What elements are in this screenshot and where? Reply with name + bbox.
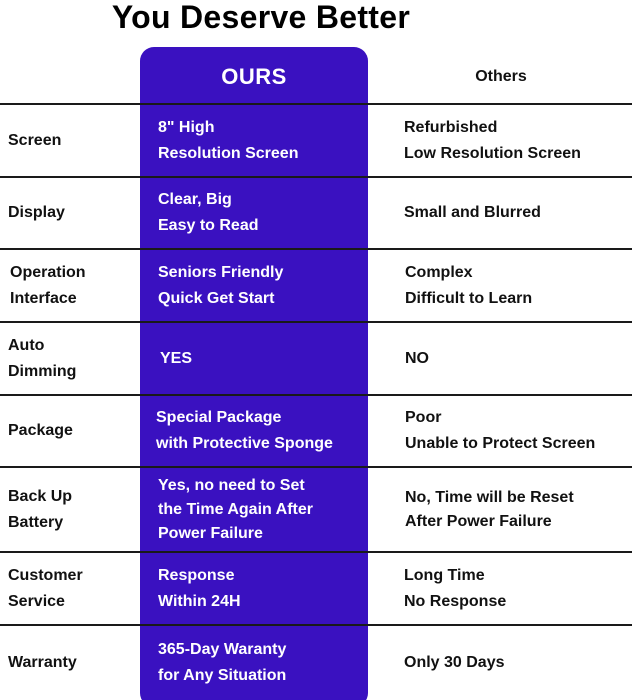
- row-label-line: Customer: [8, 566, 83, 584]
- table-row-warranty: [0, 626, 632, 700]
- others-cell-line: Complex: [405, 263, 473, 281]
- others-column-header: Others: [475, 68, 527, 85]
- ours-cell-line: Resolution Screen: [158, 144, 299, 162]
- others-cell: [405, 323, 632, 394]
- ours-cell-line: Within 24H: [158, 592, 241, 610]
- others-cell: [404, 553, 632, 624]
- others-cell: [404, 178, 632, 248]
- others-cell: [405, 250, 632, 321]
- table-row-backup-battery: [0, 468, 632, 551]
- row-label-line: Warranty: [8, 654, 77, 671]
- others-cell-line: NO: [405, 349, 429, 367]
- row-label: [8, 468, 138, 551]
- row-label: [8, 626, 138, 700]
- ours-cell-line: Seniors Friendly: [158, 263, 284, 281]
- row-label-line: Display: [8, 204, 65, 221]
- others-cell-line: Only 30 Days: [404, 654, 505, 671]
- others-cell-line: Unable to Protect Screen: [405, 435, 596, 452]
- ours-cell-line: Yes, no need to Set: [158, 476, 305, 494]
- others-cell-line: No, Time will be Reset: [405, 488, 574, 506]
- table-row-customer-service: [0, 553, 632, 624]
- ours-cell-line: Clear, Big: [158, 191, 232, 208]
- others-cell: [405, 468, 632, 551]
- row-label-line: Interface: [10, 289, 77, 307]
- others-cell-line: No Response: [404, 592, 507, 610]
- others-cell: [404, 105, 632, 176]
- ours-cell: [158, 468, 364, 551]
- ours-cell: [158, 626, 364, 700]
- row-label-line: Service: [8, 592, 65, 610]
- row-label-line: Package: [8, 422, 73, 439]
- row-label-line: Screen: [8, 131, 62, 149]
- row-label-line: Back Up: [8, 487, 73, 505]
- ours-cell: [158, 553, 364, 624]
- row-label-line: Dimming: [8, 362, 77, 380]
- row-label: [8, 553, 138, 624]
- table-row-auto-dimming: [0, 323, 632, 394]
- ours-column-header: OURS: [221, 64, 287, 89]
- ours-cell-line: for Any Situation: [158, 667, 287, 684]
- row-label: [8, 396, 138, 466]
- others-cell-line: Long Time: [404, 566, 485, 584]
- ours-cell-line: 365-Day Waranty: [158, 641, 287, 658]
- others-cell: [405, 396, 632, 466]
- ours-cell: [158, 178, 364, 248]
- row-label-line: Auto: [8, 336, 45, 354]
- page-title: You Deserve Better: [111, 0, 411, 35]
- ours-cell-line: Special Package: [156, 409, 282, 426]
- row-label: [8, 178, 138, 248]
- others-cell-line: Low Resolution Screen: [404, 144, 581, 162]
- table-row-screen: [0, 105, 632, 176]
- table-row-operation-interface: [0, 250, 632, 321]
- row-label-line: Operation: [10, 263, 86, 281]
- others-cell-line: Difficult to Learn: [405, 289, 533, 307]
- row-label-line: Battery: [8, 513, 64, 531]
- ours-cell-line: 8" High: [158, 118, 215, 136]
- ours-cell-line: Response: [158, 566, 235, 584]
- table-header-row: [0, 50, 632, 104]
- ours-cell: [158, 250, 364, 321]
- ours-cell-line: Quick Get Start: [158, 289, 275, 307]
- row-label: [8, 323, 138, 394]
- others-cell-line: Poor: [405, 409, 442, 426]
- ours-cell-line: Easy to Read: [158, 217, 259, 234]
- others-cell-line: Refurbished: [404, 118, 498, 136]
- table-row-display: [0, 178, 632, 248]
- row-label: [10, 250, 140, 321]
- ours-cell-line: Power Failure: [158, 524, 263, 542]
- ours-cell: [160, 323, 366, 394]
- ours-cell-line: with Protective Sponge: [156, 435, 333, 452]
- row-label: [8, 105, 138, 176]
- ours-cell: [156, 396, 368, 466]
- ours-cell-line: YES: [160, 349, 193, 367]
- ours-cell: [158, 105, 364, 176]
- ours-cell-line: the Time Again After: [158, 500, 313, 518]
- others-cell-line: After Power Failure: [405, 512, 552, 530]
- table-row-package: [0, 396, 632, 466]
- others-cell: [404, 626, 632, 700]
- others-cell-line: Small and Blurred: [404, 204, 541, 221]
